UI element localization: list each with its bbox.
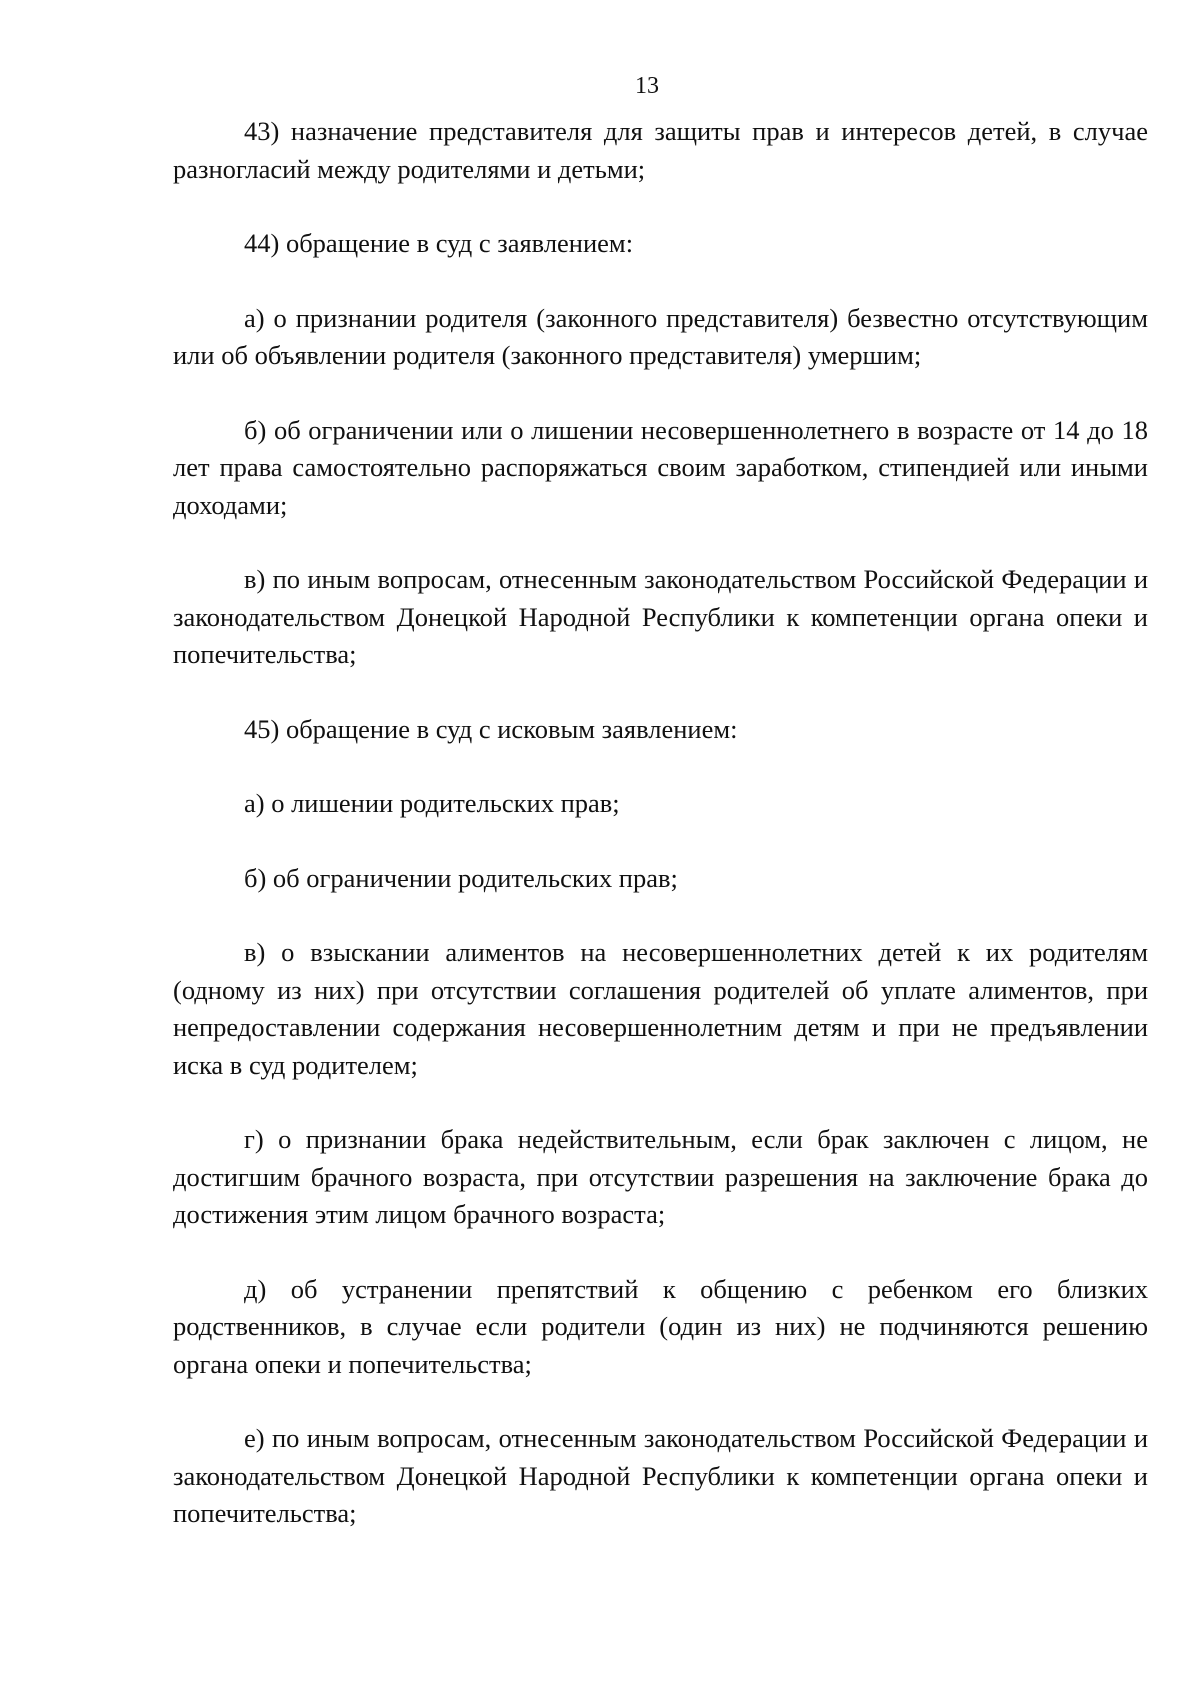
paragraph-45: 45) обращение в суд с исковым заявлением: xyxy=(244,713,738,744)
paragraph-45-g: г) о признании брака недействительным, если брак заключен с лицом, не достигшим брачного возраста, при отсутствии разрешения на заключение брака до достижения этим лицом брачного возраста; xyxy=(173,1124,1148,1229)
paragraph-44-b: б) об ограничении или о лишении несовершеннолетнего в возрасте от 14 до 18 лет права самостоятельно распоряжаться своим заработком, стипендией или иными доходами; xyxy=(173,414,1148,520)
paragraph-44: 44) обращение в суд с заявлением: xyxy=(244,228,634,258)
paragraph-45-e: е) по иным вопросам, отнесенным законодательством Российской Федерации и законодательством Донецкой Народной Республики к компетенции органа опеки и попечительства; xyxy=(173,1423,1148,1528)
paragraph-44-v: в) по иным вопросам, отнесенным законодательством Российской Федерации и законодательством Донецкой Народной Республики к компетенции органа опеки и попечительства; xyxy=(173,564,1148,669)
paragraph-45-b: б) об ограничении родительских прав; xyxy=(244,862,678,893)
paragraph-45-v: в) о взыскании алиментов на несовершеннолетних детей к их родителям (одному из них) при отсутствии соглашения родителей об уплате алиментов, при непредоставлении содержания несовершеннолетним детям и при не предъявлении иска в суд родителем; xyxy=(173,937,1148,1080)
paragraph-43: 43) назначение представителя для защиты прав и интересов детей, в случае разногласий между родителями и детьми; xyxy=(173,116,1148,184)
paragraph-45-a: а) о лишении родительских прав; xyxy=(244,788,620,818)
page-number: 13 xyxy=(635,73,659,99)
paragraph-44-a: а) о признании родителя (законного представителя) безвестно отсутствующим или об объявлении родителя (законного представителя) умершим; xyxy=(173,302,1148,370)
paragraph-45-d: д) об устранении препятствий к общению с ребенком его близких родственников, в случае если родители (один из них) не подчиняются решению органа опеки и попечительства; xyxy=(173,1273,1148,1379)
document-body xyxy=(173,113,1148,1570)
